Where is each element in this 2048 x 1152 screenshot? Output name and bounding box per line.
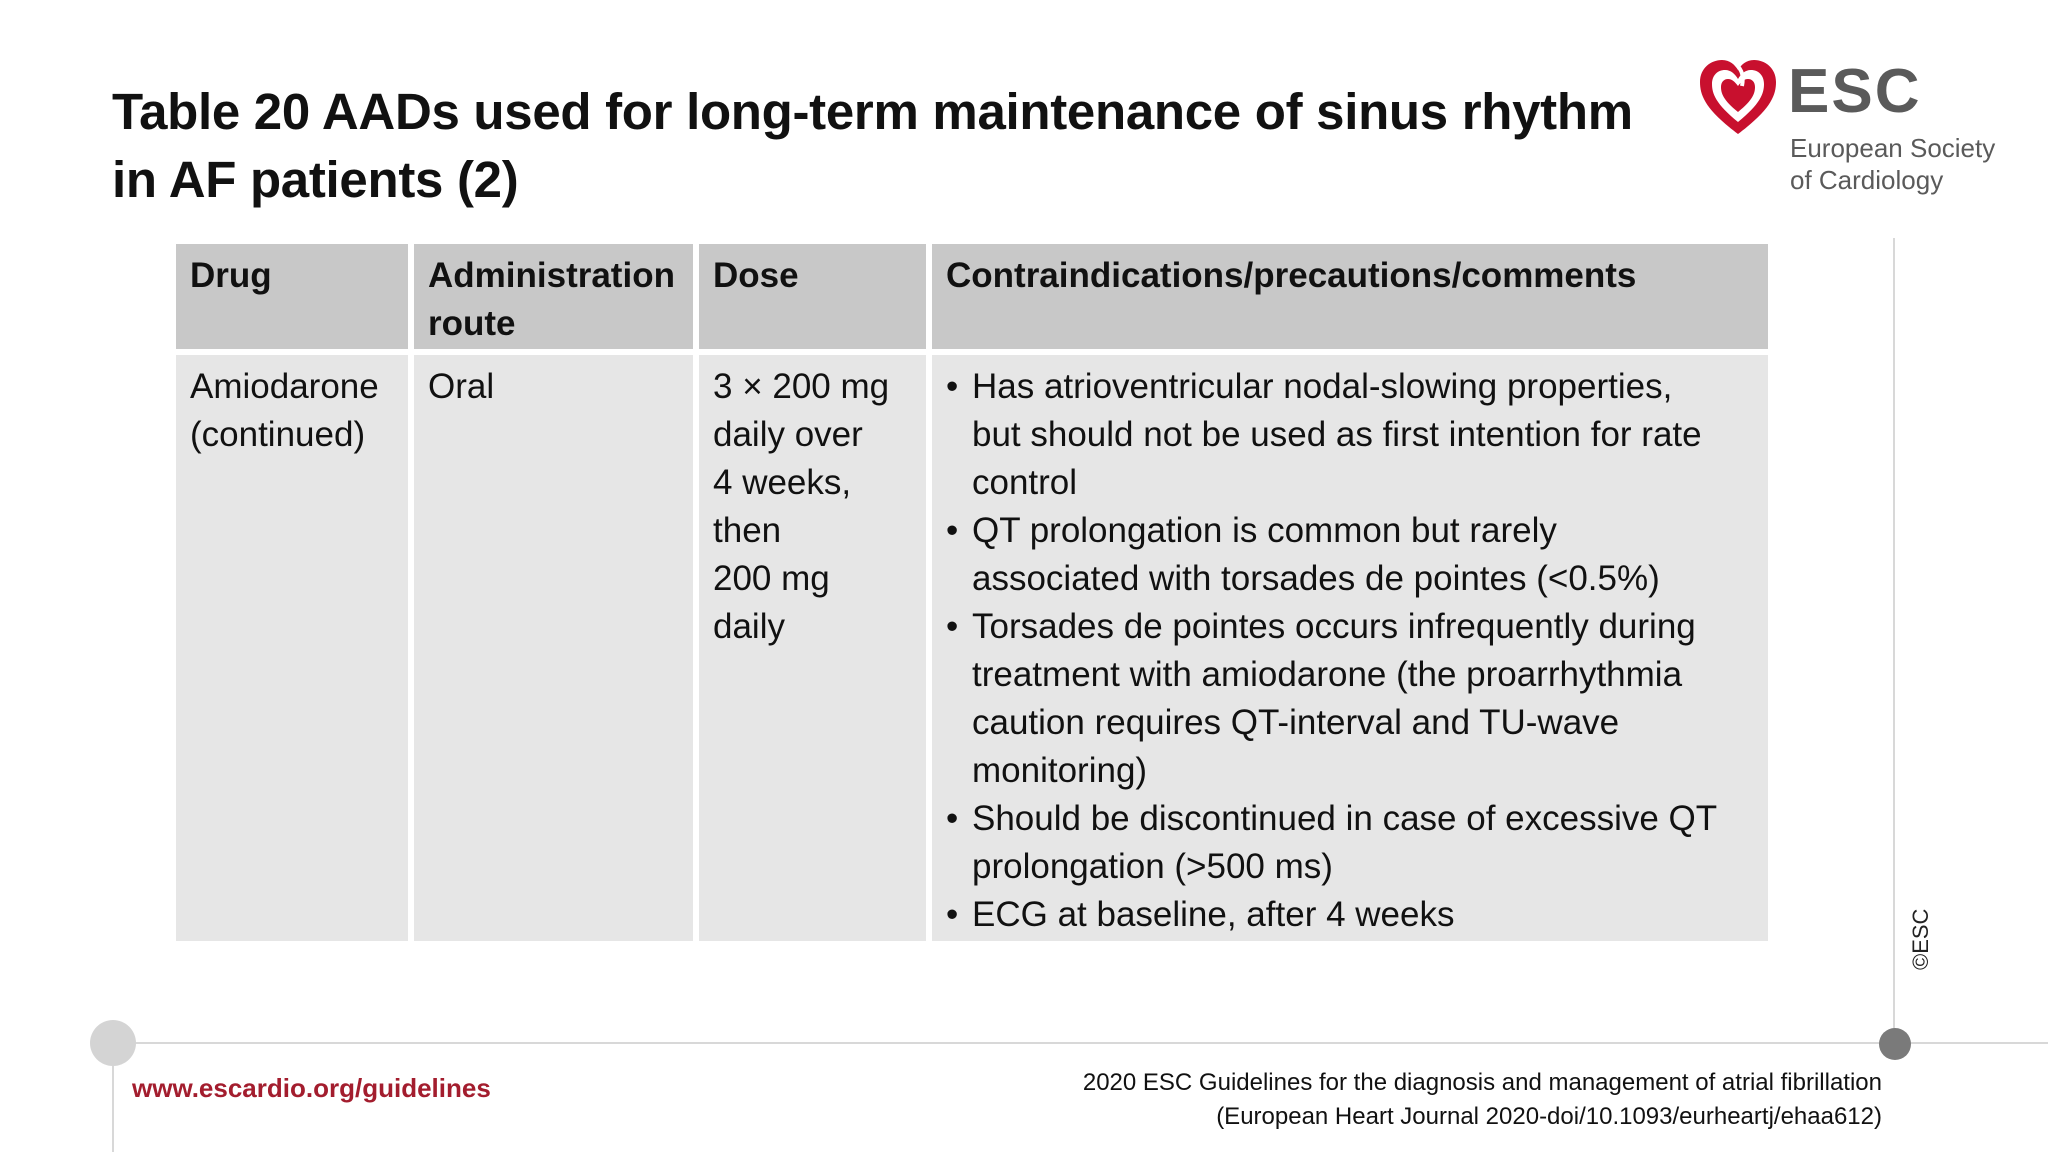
logo-subtitle-line1: European Society: [1790, 133, 1996, 163]
comment-item: [946, 603, 1754, 795]
comment-item: [946, 507, 1754, 603]
slide-title: [112, 78, 1672, 214]
header-route-line1: Administration: [428, 256, 675, 295]
dose-line: daily over: [713, 415, 863, 454]
comment-line: associated with torsades de pointes (<0.5%): [972, 559, 1660, 598]
comment-item: [946, 363, 1754, 507]
comment-line: treatment with amiodarone (the proarrhythmia: [972, 655, 1683, 694]
dose-line: 200 mg: [713, 559, 830, 598]
comment-line: control: [972, 463, 1078, 502]
header-drug-label: Drug: [190, 256, 272, 295]
footer-left-dot: [90, 1020, 136, 1066]
reference-line2: (European Heart Journal 2020-doi/10.1093/eurheartj/ehaa612): [1216, 1103, 1882, 1130]
logo-subtitle: [1790, 132, 1995, 196]
cell-comments: [932, 355, 1768, 941]
footer-divider: [112, 1042, 2048, 1044]
comment-line: monitoring): [972, 751, 1148, 790]
comment-line: prolongation (>500 ms): [972, 847, 1333, 886]
slide-title-line1: Table 20 AADs used for long-term maintenance of sinus rhythm: [112, 83, 1633, 140]
logo-subtitle-line2: of Cardiology: [1790, 165, 1944, 195]
comment-line: ECG at baseline, after 4 weeks: [972, 895, 1455, 934]
copyright-label: ©ESC: [1908, 908, 1933, 970]
header-comments: [932, 244, 1768, 349]
slide-title-line2: in AF patients (2): [112, 151, 519, 208]
guidelines-link[interactable]: www.escardio.org/guidelines: [132, 1073, 491, 1103]
right-divider: [1893, 238, 1895, 1038]
bullet-icon: •: [946, 799, 959, 838]
header-dose-label: Dose: [713, 256, 799, 295]
dose-line: then: [713, 511, 782, 550]
header-route: [414, 244, 693, 349]
comment-item: [946, 795, 1754, 891]
drug-name: Amiodarone: [190, 367, 379, 406]
heart-icon: [1696, 56, 1780, 140]
dose-line: 3 × 200 mg: [713, 367, 890, 406]
comment-line: Torsades de pointes occurs infrequently during: [972, 607, 1696, 646]
bullet-icon: •: [946, 367, 959, 406]
reference-line1: 2020 ESC Guidelines for the diagnosis and management of atrial fibrillation: [1082, 1069, 1882, 1096]
header-route-line2: route: [428, 304, 516, 343]
header-comments-label: Contraindications/precautions/comments: [946, 256, 1637, 295]
dose-line: daily: [713, 607, 785, 646]
comment-line: Should be discontinued in case of excessive QT: [972, 799, 1718, 838]
route-value: Oral: [428, 367, 495, 406]
footer-right-dot: [1879, 1028, 1911, 1060]
cell-route: [414, 355, 693, 941]
drug-table: [176, 244, 1768, 941]
reference-citation: [1083, 1066, 1882, 1134]
comment-line: Has atrioventricular nodal-slowing properties,: [972, 367, 1673, 406]
comment-item: [946, 891, 1754, 939]
footer-left-line: [112, 1066, 114, 1152]
bullet-icon: •: [946, 511, 959, 550]
comment-line: caution requires QT-interval and TU-wave: [972, 703, 1620, 742]
comments-list: [946, 363, 1754, 939]
esc-logo: [1696, 56, 1996, 206]
comment-line: QT prolongation is common but rarely: [972, 511, 1557, 550]
cell-drug: [176, 355, 408, 941]
comment-line: but should not be used as first intention for rate: [972, 415, 1702, 454]
header-drug: [176, 244, 408, 349]
header-dose: [699, 244, 926, 349]
logo-wordmark: ESC: [1788, 57, 1922, 126]
cell-dose: [699, 355, 926, 941]
bullet-icon: •: [946, 607, 959, 646]
drug-note: (continued): [190, 415, 366, 454]
dose-line: 4 weeks,: [713, 463, 852, 502]
bullet-icon: •: [946, 895, 959, 934]
